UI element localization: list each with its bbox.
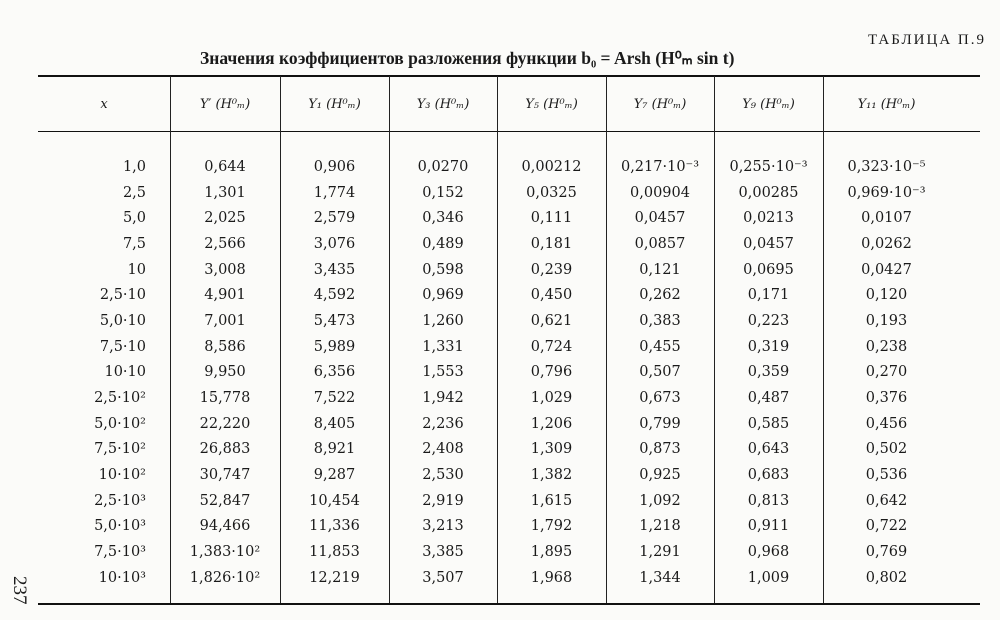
cell-value: 0,121: [639, 261, 681, 278]
cell-value: 3,076: [313, 235, 356, 252]
cell-value: 0,813: [747, 492, 790, 509]
table-row: [38, 385, 980, 411]
cell-value: 0,911: [747, 518, 790, 535]
cell-value: 3,385: [422, 544, 464, 561]
cell-value: 0,502: [865, 441, 908, 458]
cell-value: 0,673: [639, 390, 681, 407]
cell-value: 22,220: [199, 415, 251, 432]
cell-value: 1,009: [747, 569, 790, 586]
cell-value: 11,336: [309, 518, 360, 535]
cell-value: 3,435: [313, 261, 356, 278]
cell-value: 0,376: [865, 390, 908, 407]
cell-value: 0,193: [865, 312, 908, 329]
cell-x: 5,0·10³: [94, 518, 146, 535]
cell-value: 7,522: [313, 390, 356, 407]
table-row: [38, 411, 980, 437]
cell-value: 1,331: [422, 338, 464, 355]
cell-value: 1,218: [639, 518, 681, 535]
cell-x: 5,0·10: [99, 312, 146, 329]
cell-x: 7,5·10³: [94, 544, 146, 561]
cell-x: 5,0: [122, 210, 146, 227]
cell-value: 0,642: [865, 492, 908, 509]
cell-value: 0,181: [530, 235, 573, 252]
cell-value: 2,236: [422, 415, 464, 432]
cell-value: 2,919: [422, 492, 464, 509]
cell-value: 2,530: [422, 467, 464, 484]
cell-value: 0,359: [747, 364, 790, 381]
cell-value: 0,769: [865, 544, 908, 561]
cell-value: 1,553: [422, 364, 464, 381]
cell-value: 0,0857: [634, 235, 686, 252]
cell-value: 0,270: [865, 364, 908, 381]
cell-value: 4,592: [313, 287, 356, 304]
cell-value: 8,921: [313, 441, 356, 458]
cell-value: 1,968: [530, 569, 573, 586]
header-col: Y₉ (H⁰ₘ): [742, 97, 795, 112]
cell-value: 0,873: [639, 441, 681, 458]
cell-value: 0,585: [747, 415, 790, 432]
table-row: [38, 308, 980, 334]
cell-value: 1,260: [422, 312, 464, 329]
cell-value: 0,111: [530, 210, 573, 227]
cell-x: 2,5·10: [99, 287, 146, 304]
cell-value: 1,615: [530, 492, 573, 509]
cell-value: 9,287: [313, 467, 356, 484]
cell-value: 0,255·10⁻³: [729, 158, 808, 175]
table-label: ТАБЛИЦА П.9: [868, 32, 986, 48]
cell-value: 0,536: [865, 467, 908, 484]
cell-value: 0,0457: [634, 210, 686, 227]
cell-value: 2,579: [313, 210, 356, 227]
cell-value: 0,0213: [743, 210, 794, 227]
cell-value: 9,950: [204, 364, 246, 381]
table-row: [38, 514, 980, 540]
cell-x: 2,5·10²: [94, 390, 146, 407]
cell-value: 26,883: [199, 441, 251, 458]
cell-value: 0,796: [530, 364, 573, 381]
cell-value: 0,223: [747, 312, 790, 329]
cell-value: 3,008: [204, 261, 246, 278]
cell-value: 1,382: [530, 467, 573, 484]
table-row: [38, 539, 980, 565]
cell-value: 1,029: [530, 390, 573, 407]
cell-value: 2,408: [422, 441, 464, 458]
header-col: Y₁₁ (H⁰ₘ): [857, 97, 916, 112]
cell-value: 0,238: [865, 338, 908, 355]
cell-value: 7,001: [204, 312, 246, 329]
cell-value: 0,262: [639, 287, 681, 304]
cell-x: 1,0: [122, 158, 146, 175]
header-col: Y₇ (H⁰ₘ): [633, 97, 687, 112]
table-row: [38, 360, 980, 386]
cell-value: 0,968: [747, 544, 790, 561]
cell-value: 0,0107: [861, 210, 912, 227]
cell-value: 1,309: [530, 441, 573, 458]
cell-x: 10: [127, 261, 146, 278]
cell-value: 0,450: [530, 287, 573, 304]
cell-value: 11,853: [309, 544, 360, 561]
header-col: Y₁ (H⁰ₘ): [308, 97, 361, 112]
cell-value: 0,724: [530, 338, 573, 355]
header-col: Y₅ (H⁰ₘ): [525, 97, 578, 112]
cell-value: 0,643: [747, 441, 790, 458]
cell-value: 10,454: [309, 492, 360, 509]
cell-value: 0,239: [530, 261, 573, 278]
cell-value: 2,566: [204, 235, 246, 252]
cell-value: 6,356: [313, 364, 356, 381]
cell-value: 0,969: [422, 287, 464, 304]
cell-value: 3,507: [422, 569, 464, 586]
table-title: Значения коэффициентов разложения функции b₀ = Arsh (H⁰ₘ sin t): [200, 48, 735, 68]
cell-value: 0,0325: [526, 184, 577, 201]
cell-value: 0,00285: [738, 184, 799, 201]
cell-x: 7,5: [122, 235, 146, 252]
cell-value: 1,291: [639, 544, 681, 561]
table-row: [38, 154, 980, 180]
cell-value: 1,774: [313, 184, 356, 201]
cell-value: 0,598: [422, 261, 464, 278]
cell-x: 7,5·10: [99, 338, 146, 355]
cell-value: 0,456: [865, 415, 908, 432]
table-row: [38, 180, 980, 206]
cell-value: 0,217·10⁻³: [620, 158, 700, 175]
cell-value: 1,206: [530, 415, 573, 432]
cell-value: 0,00212: [521, 158, 582, 175]
cell-value: 1,895: [530, 544, 573, 561]
cell-x: 10·10²: [98, 467, 146, 484]
cell-x: 7,5·10²: [94, 441, 146, 458]
cell-value: 0,489: [422, 235, 464, 252]
cell-x: 10·10³: [98, 569, 146, 586]
table-row: [38, 565, 980, 591]
cell-value: 5,989: [313, 338, 356, 355]
cell-value: 0,383: [639, 312, 681, 329]
cell-value: 4,901: [204, 287, 246, 304]
cell-value: 0,323·10⁻⁵: [847, 158, 926, 175]
cell-value: 0,00904: [630, 184, 690, 201]
cell-value: 0,644: [204, 158, 246, 175]
table-row: [38, 488, 980, 514]
cell-value: 0,906: [313, 158, 356, 175]
cell-value: 0,799: [639, 415, 681, 432]
table-header: [38, 76, 980, 133]
cell-value: 1,383·10²: [189, 544, 261, 561]
cell-value: 0,0262: [861, 235, 912, 252]
cell-value: 3,213: [422, 518, 464, 535]
cell-x: 2,5: [122, 184, 146, 201]
cell-value: 8,405: [313, 415, 356, 432]
cell-value: 1,344: [639, 569, 681, 586]
header-col: Y₃ (H⁰ₘ): [416, 97, 470, 112]
cell-value: 0,0270: [417, 158, 469, 175]
cell-value: 0,120: [865, 287, 908, 304]
cell-value: 15,778: [199, 390, 251, 407]
cell-value: 52,847: [199, 492, 251, 509]
page-number: 237: [9, 576, 30, 605]
cell-x: 10·10: [104, 364, 146, 381]
cell-x: 2,5·10³: [94, 492, 146, 509]
cell-value: 0,0457: [743, 235, 794, 252]
bottom-rule: [38, 603, 980, 605]
cell-value: 0,722: [865, 518, 908, 535]
cell-value: 5,473: [313, 312, 356, 329]
cell-value: 12,219: [309, 569, 360, 586]
table-row: [38, 205, 980, 231]
table-body: [38, 154, 980, 591]
table-row: [38, 257, 980, 283]
cell-value: 2,025: [204, 210, 246, 227]
table-row: [38, 231, 980, 257]
cell-value: 1,942: [422, 390, 464, 407]
cell-value: 0,319: [747, 338, 790, 355]
cell-value: 0,455: [639, 338, 681, 355]
cell-value: 1,792: [530, 518, 573, 535]
header-x: x: [100, 97, 108, 112]
cell-value: 0,683: [747, 467, 790, 484]
cell-value: 0,925: [639, 467, 681, 484]
cell-value: 0,802: [865, 569, 908, 586]
cell-value: 0,969·10⁻³: [847, 184, 926, 201]
cell-value: 8,586: [204, 338, 246, 355]
table-row: [38, 282, 980, 308]
cell-value: 0,0427: [861, 261, 912, 278]
table-row: [38, 437, 980, 463]
cell-value: 1,826·10²: [189, 569, 261, 586]
cell-value: 0,0695: [743, 261, 794, 278]
cell-value: 0,171: [747, 287, 790, 304]
cell-value: 0,346: [422, 210, 464, 227]
cell-value: 1,301: [204, 184, 246, 201]
cell-value: 30,747: [199, 467, 251, 484]
cell-value: 94,466: [199, 518, 251, 535]
cell-x: 5,0·10²: [94, 415, 146, 432]
cell-value: 0,487: [747, 390, 790, 407]
cell-value: 1,092: [639, 492, 681, 509]
cell-value: 0,621: [530, 312, 573, 329]
table-row: [38, 462, 980, 488]
cell-value: 0,507: [639, 364, 681, 381]
cell-value: 0,152: [422, 184, 464, 201]
table-row: [38, 334, 980, 360]
header-col: Y′ (H⁰ₘ): [199, 97, 251, 112]
